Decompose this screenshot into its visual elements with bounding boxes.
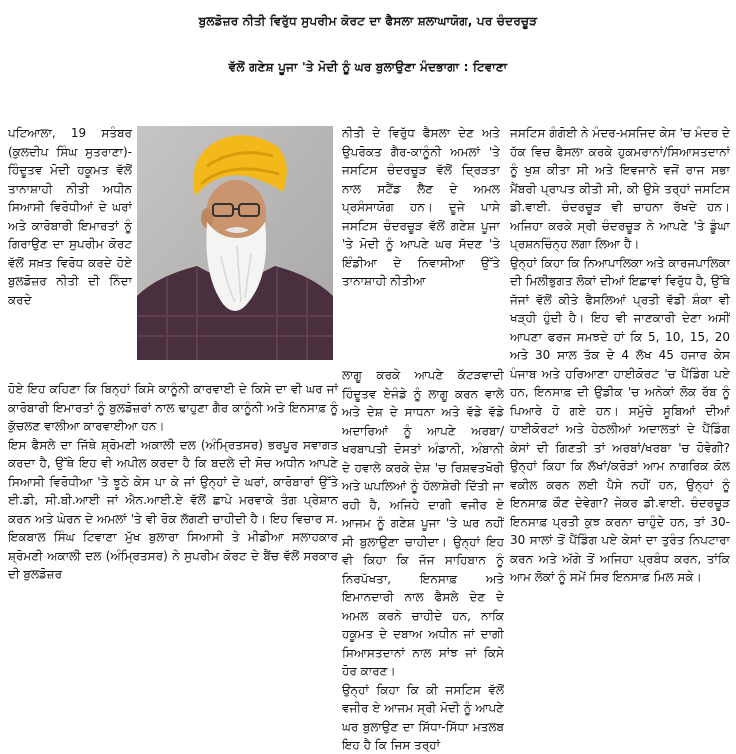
article-paragraph: ਲਾਗੂ ਕਰਕੇ ਆਪਣੇ ਕੱਟੜਵਾਦੀ ਹਿੰਦੂਤਵ ਏਜੰਡੇ ਨੂੰ ਲਾਗੂ ਕਰਨ ਵਾਲੇ ਅਤੇ ਦੇਸ਼ ਦੇ ਸਾਧਨਾ ਅਤੇ ਵੱਡੇ ਵੱਡੇ ਅਦਾਰਿਆਂ ਨੂੰ ਆਪਣੇ ਅਰਬਾ/ਖਰਬਾਪਤੀ ਦੋਸਤਾਂ ਅੰਡਾਨੀ, ਅੰਬਾਨੀ ਦੇ ਹਵਾਲੇ ਕਰਕੇ ਦੇਸ਼ 'ਚ ਰਿਸ਼ਵਤਖੋਰੀ ਅਤੇ ਘਪਲਿਆਂ ਨੂੰ ਹੱਲਾਸ਼ੇਰੀ ਦਿੱਤੀ ਜਾ ਰਹੀ ਹੈ, ਅਜਿਹੇ ਦਾਗੀ ਵਜੀਰ ਏ ਆਜਮ ਨੂੰ ਗਣੇਸ਼ ਪੂਜਾ 'ਤੇ ਘਰ ਨਹੀਂ ਸੀ ਬੁਲਾਉਣਾ ਚਾਹੀਦਾ। ਉਨ੍ਹਾਂ ਇਹ ਵੀ ਕਿਹਾ ਕਿ ਜੱਜ ਸਾਹਿਬਾਨ ਨੂੰ ਨਿਰਪੱਖਤਾ, ਇਨਸਾਫ਼ ਅਤੇ ਇਮਾਨਦਾਰੀ ਨਾਲ ਫੈਸਲੇ ਦੇਣ ਦੇ ਅਮਲ ਕਰਨੇ ਚਾਹੀਦੇ ਹਨ, ਨਾਕਿ ਹਕੂਮਤ ਦੇ ਦਬਾਅ ਅਧੀਨ ਜਾਂ ਦਾਗੀ ਸਿਆਸਤਦਾਨਾਂ ਨਾਲ ਸਾਂਝ ਜਾਂ ਕਿਸੇ ਹੋਰ ਕਾਰਣ। (342, 368, 504, 678)
article-paragraph: ਉਨ੍ਹਾਂ ਕਿਹਾ ਕਿ ਕੀ ਜਸਟਿਸ ਵੱਲੋਂ ਵਜੀਰ ਏ ਆਜਮ ਸ੍ਰੀ ਮੋਦੀ ਨੂੰ ਆਪਣੇ ਘਰ ਬੁਲਾਉਣ ਦਾ ਸਿੱਧਾ-ਸਿੱਧਾ ਮਤਲਬ ਇਹ ਹੈ ਕਿ ਜਿਸ ਤਰ੍ਹਾਂ (342, 682, 504, 752)
portrait-photo (137, 126, 333, 360)
article-paragraph: ਜਸਟਿਸ ਗੰਗੋਈ ਨੇ ਮੰਦਰ-ਮਸਜਿਦ ਕੇਸ 'ਚ ਮੰਦਰ ਦੇ ਹੱਕ ਵਿਚ ਫੈਸਲਾ ਕਰਕੇ ਹੁਕਮਰਾਨਾਂ/ਸਿਆਸਤਦਾਨਾਂ ਨੂੰ ਖੁਸ਼ ਕੀਤਾ ਸੀ ਅਤੇ ਇਵਜਾਨੇ ਵਜੋਂ ਰਾਜ ਸਭਾ ਮੈਂਬਰੀ ਪ੍ਰਾਪਤ ਕੀਤੀ ਸੀ, ਕੀ ਉਸੇ ਤਰ੍ਹਾਂ ਜਸਟਿਸ ਡੀ.ਵਾਈ. ਚੰਦਰਚੂੜ ਵੀ ਚਾਹਨਾ ਰੱਖਦੇ ਹਨ। ਅਜਿਹਾ ਕਰਕੇ ਸ੍ਰੀ ਚੰਦਰਚੂੜ ਨੇ ਆਪਣੇ 'ਤੇ ਡੂੰਘਾ ਪ੍ਰਸ਼ਨਚਿੰਨ੍ਹ ਲਗਾ ਲਿਆ ਹੈ। (510, 126, 730, 251)
headline-line-1: ਬੁਲਡੋਜ਼ਰ ਨੀਤੀ ਵਿਰੁੱਧ ਸੁਪਰੀਮ ਕੋਰਟ ਦਾ ਫੈਸਲਾ ਸ਼ਲਾਘਾਯੋਗ, ਪਰ ਚੰਦਰਚੂੜ (198, 14, 538, 28)
portrait-illustration (137, 126, 333, 360)
article-paragraph: ਇਸ ਫੈਸਲੇ ਦਾ ਜਿੱਥੇ ਸ਼੍ਰੋਮਣੀ ਅਕਾਲੀ ਦਲ (ਅੰਮ੍ਰਿਤਸਰ) ਭਰਪੂਰ ਸਵਾਗਤ ਕਰਦਾ ਹੈ, ਉੱਥੇ ਇਹ ਵੀ ਅਪੀਲ ਕਰਦਾ ਹੈ ਕਿ ਬਦਲੇ ਦੀ ਸੋਚ ਅਧੀਨ ਆਪਣੇ ਸਿਆਸੀ ਵਿਰੋਧੀਆ 'ਤੇ ਝੂਠੇ ਕੇਸ ਪਾ ਕੇ ਜਾਂ ਉਨ੍ਹਾਂ ਦੇ ਘਰਾਂ, ਕਾਰੋਬਾਰਾਂ ਉੱਤੇ ਈ.ਡੀ, ਸੀ.ਬੀ.ਆਈ ਜਾਂ ਐਨ.ਆਈ.ਏ ਵੱਲੋਂ ਛਾਪੇ ਮਰਵਾਕੇ ਤੰਗ ਪ੍ਰੇਸ਼ਾਨ ਕਰਨ ਅਤੇ ਘੇਰਨ ਦੇ ਅਮਲਾਂ 'ਤੇ ਵੀ ਰੋਕ ਲੱਗਣੀ ਚਾਹੀਦੀ ਹੈ। ਇਹ ਵਿਚਾਰ ਸ. ਇਕਬਾਲ ਸਿੰਘ ਟਿਵਾਣਾ ਮੁੱਖ ਬੁਲਾਰਾ ਸਿਆਸੀ ਤੇ ਮੀਡੀਆ ਸਲਾਹਕਾਰ ਸ਼੍ਰੋਮਣੀ ਅਕਾਲੀ ਦਲ (ਅੰਮ੍ਰਿਤਸਰ) ਨੇ ਸੁਪਰੀਮ ਕੋਰਟ ਦੇ ਬੈਂਚ ਵੱਲੋਂ ਸਰਕਾਰ ਦੀ ਬੁਲਡੋਜ਼ਰ (8, 437, 338, 581)
headline-line-2: ਵੱਲੋਂ ਗਣੇਸ਼ ਪੂਜਾ 'ਤੇ ਮੋਦੀ ਨੂੰ ਘਰ ਬੁਲਾਉਣਾ ਮੰਦਭਾਗਾ : ਟਿਵਾਣਾ (228, 60, 508, 74)
article-column-2-bottom (342, 366, 504, 752)
article-column-3 (510, 124, 730, 752)
article-paragraph: ਹੋਏ ਇਹ ਕਹਿਣਾ ਕਿ ਬਿਨ੍ਹਾਂ ਕਿਸੇ ਕਾਨੂੰਨੀ ਕਾਰਵਾਈ ਦੇ ਕਿਸੇ ਦਾ ਵੀ ਘਰ ਜਾਂ ਕਾਰੋਬਾਰੀ ਇਮਾਰਤਾਂ ਨੂੰ ਬੁਲਡੋਜ਼ਰਾਂ ਨਾਲ ਢਾਹੁਣਾ ਗੈਰ ਕਾਨੂੰਨੀ ਅਤੇ ਇਨਸਾਫ਼ ਨੂੰ ਕੁੱਚਲਣ ਵਾਲੀਆ ਕਾਰਵਾਈਆ ਹਨ। (8, 382, 338, 433)
article-column-1-top (8, 124, 132, 382)
article-paragraph: ਪਟਿਆਲਾ, 19 ਸਤੰਬਰ (ਕੁਲਦੀਪ ਸਿੰਘ ਸੁਤਰਾਣਾ)- ਹਿੰਦੂਤਵ ਮੋਦੀ ਹਕੂਮਤ ਵੱਲੋਂ ਤਾਨਾਸ਼ਾਹੀ ਨੀਤੀ ਅਧੀਨ ਸਿਆਸੀ ਵਿਰੋਧੀਆਂ ਦੇ ਘਰਾਂ ਅਤੇ ਕਾਰੋਬਾਰੀ ਇਮਾਰਤਾਂ ਨੂੰ ਗਿਰਾਉਣ ਦਾ ਸੁਪਰੀਮ ਕੋਰਟ ਵੱਲੋਂ ਸਖ਼ਤ ਵਿਰੋਧ ਕਰਦੇ ਹੋਏ ਬੁਲਡੋਜ਼ਰ ਨੀਤੀ ਦੀ ਨਿੰਦਾ ਕਰਦੇ (8, 126, 132, 307)
article-paragraph: ਉਨ੍ਹਾਂ ਕਿਹਾ ਕਿ ਨਿਆਪਾਲਿਕਾ ਅਤੇ ਕਾਰਜਪਾਲਿਕਾ ਦੀ ਮਿਲੀਭੁਗਤ ਲੋਕਾਂ ਦੀਆਂ ਇਛਾਵਾਂ ਵਿਰੁੱਧ ਹੈ, ਉੱਥੇ ਜੱਜਾਂ ਵੱਲੋਂ ਕੀਤੇ ਫੈਸਲਿਆਂ ਪ੍ਰਤੀ ਵੱਡੀ ਸ਼ੰਕਾ ਵੀ ਖੜ੍ਹੀ ਹੁੰਦੀ ਹੈ। ਇਹ ਵੀ ਜਾਣਕਾਰੀ ਦੇਣਾ ਅਸੀਂ ਆਪਣਾ ਫਰਜ ਸਮਝਦੇ ਹਾਂ ਕਿ 5, 10, 15, 20 ਅਤੇ 30 ਸਾਲ ਤੱਕ ਦੇ 4 ਲੱਖ 45 ਹਜਾਰ ਕੇਸ ਪੰਜਾਬ ਅਤੇ ਹਰਿਆਣਾ ਹਾਈਕੋਰਟ 'ਚ ਪੈਂਡਿੰਗ ਪਏ ਹਨ, ਇਨਸਾਫ਼ ਦੀ ਉਡੀਕ 'ਚ ਅਨੇਕਾਂ ਲੋਕ ਰੱਬ ਨੂੰ ਪਿਆਰੇ ਹੋ ਗਏ ਹਨ। ਸਮੁੱਚੇ ਸੂਬਿਆਂ ਦੀਆਂ ਹਾਈਕੋਰਟਾਂ ਅਤੇ ਹੇਠਲੀਆਂ ਅਦਾਲਤਾਂ ਦੇ ਪੈਂਡਿੰਗ ਕੇਸਾਂ ਦੀ ਗਿਣਤੀ ਤਾਂ ਅਰਬਾਂ/ਖਰਬਾ 'ਚ ਹੋਵੇਗੀ? ਉਨ੍ਹਾਂ ਕਿਹਾ ਕਿ ਲੱਖਾਂ/ਕਰੋੜਾਂ ਆਮ ਨਾਗਰਿਕ ਕੋਲ ਵਕੀਲ ਕਰਨ ਲਈ ਪੈਸੇ ਨਹੀਂ ਹਨ, ਉਨ੍ਹਾਂ ਨੂੰ ਇਨਸਾਫ਼ ਕੌਣ ਦੇਵੇਗਾ? ਜੇਕਰ ਡੀ.ਵਾਈ. ਚੰਦਰਚੂੜ ਇਨਸਾਫ਼ ਪ੍ਰਤੀ ਕੁਝ ਕਰਨਾ ਚਾਹੁੰਦੇ ਹਨ, ਤਾਂ 30-30 ਸਾਲਾਂ ਤੋਂ ਪੈਂਡਿੰਗ ਪਏ ਕੇਸਾਂ ਦਾ ਤੁਰੰਤ ਨਿਪਟਾਰਾ ਕਰਨ ਅਤੇ ਅੱਗੇ ਤੋਂ ਅਜਿਹਾ ਪ੍ਰਬੰਧ ਕਰਨ, ਤਾਂਕਿ ਆਮ ਲੋਕਾਂ ਨੂੰ ਸਮੇਂ ਸਿਰ ਇਨਸਾਫ਼ ਮਿਲ ਸਕੇ। (510, 255, 730, 584)
article-paragraph: ਨੀਤੀ ਦੇ ਵਿਰੁੱਧ ਫੈਸਲਾ ਦੇਣ ਅਤੇ ਉਪਰੋਕਤ ਗੈਰ-ਕਾਨੂੰਨੀ ਅਮਲਾਂ 'ਤੇ ਜਸਟਿਸ ਚੰਦਰਚੂੜ ਵੱਲੋਂ ਦ੍ਰਿੜਤਾ ਨਾਲ ਸਟੈਂਡ ਲੈਣ ਦੇ ਅਮਲ ਪ੍ਰਸੰਸਾਯੋਗ ਹਨ। ਦੂਜੇ ਪਾਸੇ ਜਸਟਿਸ ਚੰਦਰਚੂੜ ਵੱਲੋਂ ਗਣੇਸ਼ ਪੂਜਾ 'ਤੇ ਮੋਦੀ ਨੂੰ ਆਪਣੇ ਘਰ ਸੱਦਣ 'ਤੇ ਇੰਡੀਆ ਦੇ ਨਿਵਾਸੀਆ ਉੱਤੇ ਤਾਨਾਸ਼ਾਹੀ ਨੀਤੀਆ (342, 126, 500, 288)
article-column-2-top (342, 124, 500, 370)
article-column-1-bottom (8, 380, 338, 752)
